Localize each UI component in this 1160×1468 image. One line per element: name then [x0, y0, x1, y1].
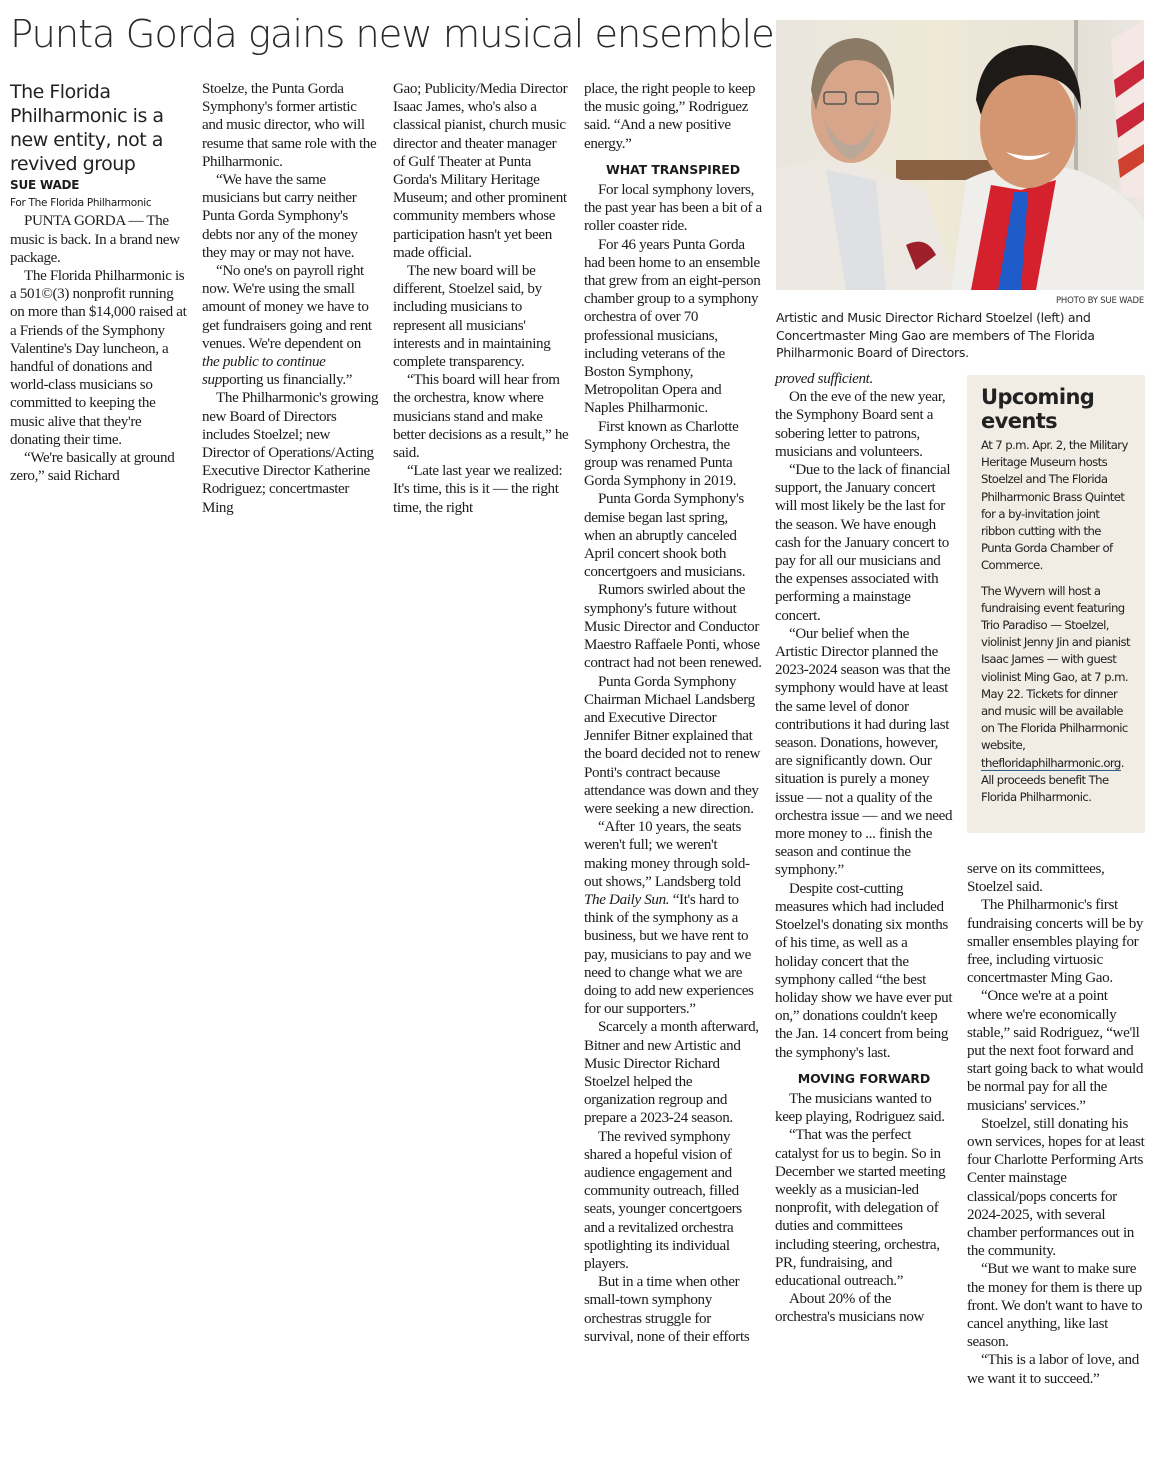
byline-affiliation: For The Florida Philharmonic [10, 197, 152, 210]
paragraph: Despite cost-cutting measures which had included Stoelzel's donating six months of his time, as well as a holiday concert that the symphony called “the best holiday show we have ever put on,” donations couldn't keep the Jan. 14 concert from being the symphony's last. [775, 880, 953, 1061]
paragraph: “Our belief when the Artistic Director planned the 2023-2024 season was that the symphony would have at least the same level of donor contributions it had during last season. Donations, however, are significantly down. Our situation is purely a money issue — not a quality of the orchestra issue — and we need more money to ... finish the season and continue the symphony.” [775, 625, 953, 879]
paragraph: The new board will be different, Stoelzel said, by including musicians to represent all musicians' interests and in maintaining complete transparency. [393, 263, 551, 371]
paragraph: “We're basically at ground zero,” said Richard [10, 450, 175, 485]
paragraph: “That was the perfect catalyst for us to begin. So in December we started meeting weekly as a musician-led nonprofit, with delegation of duties and committees including steering, orchestra, PR, fundraising, and educational outreach.” [775, 1127, 946, 1289]
paragraph: Punta Gorda Symphony's demise began last spring, when an abruptly canceled April concert shook both concertgoers and musicians. [584, 491, 746, 581]
paragraph-text: “After 10 years, the seats weren't full; we weren't making money through sold-out shows,” Landsberg told [584, 819, 750, 890]
paragraph: serve on its committees, Stoelzel said. [967, 861, 1105, 896]
subhead-moving-forward: MOVING FORWARD [797, 1070, 931, 1086]
paragraph: Punta Gorda Symphony Chairman Michael Landsberg and Executive Director Jennifer Bitner explained that the board decided not to renew Ponti's contract because attendance was down and they were seeking a new direction. [584, 673, 761, 817]
sidebar-title: Upcoming events [981, 385, 1095, 433]
publication-name: The Daily Sun. [584, 891, 670, 908]
photo-illustration [776, 20, 1144, 290]
paragraph: proved sufficient. [775, 371, 873, 387]
website-link[interactable]: thefloridaphilharmonic.org [981, 755, 1121, 770]
paragraph: place, the right people to keep the music going,” Rodriguez said. “And a new positive energy.” [584, 81, 756, 152]
paragraph: The Florida Philharmonic is a 501©(3) nonprofit running on more than $14,000 raised at a Friends of the Symphony Valentine's Day luncheon, a handful of donations and world-class musicians so committed to keeping the music alive that they're donating their time. [10, 268, 187, 448]
paragraph: About 20% of the orchestra's musicians now [775, 1291, 925, 1326]
byline-author: SUE WADE [10, 178, 80, 192]
paragraph: “Once we're at a point where we're economically stable,” said Rodriguez, “we'll put the next foot forward and start going back to what would be normal pay for all the musicians' services.” [967, 988, 1144, 1114]
paragraph [202, 262, 380, 389]
italic-text: the public to continue sup [202, 354, 326, 389]
headline: Punta Gorda gains new musical ensemble [10, 12, 774, 57]
paragraph [584, 818, 762, 1018]
paragraph-text: “No one's on payroll right now. We're using the small amount of money we have to get fundraisers going and rent venues. We're dependent on [202, 263, 372, 352]
paragraph: For local symphony lovers, the past year has been a bit of a roller coaster ride. [584, 182, 762, 235]
article-column-5 [775, 370, 953, 1327]
article-column-6 [967, 860, 1145, 1388]
paragraph: For 46 years Punta Gorda had been home to an ensemble that grew from an eight-person chamber group to a symphony orchestra of over 70 professional musicians, including veterans of the Boston Symphony, Metropolitan Opera and Naples Philharmonic. [584, 236, 761, 417]
article-column-3 [393, 80, 571, 517]
subhead-what-transpired: WHAT TRANSPIRED [606, 161, 740, 177]
paragraph: “We have the same musicians but carry neither Punta Gorda Symphony's debts nor any of the money they may or may not have. [202, 172, 358, 261]
paragraph: First known as Charlotte Symphony Orchestra, the group was renamed Punta Gorda Symphony in 2019. [584, 418, 739, 490]
paragraph: Scarcely a month afterward, Bitner and new Artistic and Music Director Richard Stoelzel helped the organization regroup and prepare a 2023-24 season. [584, 1019, 759, 1127]
event-text: The Wyvern will host a fundraising event featuring Trio Paradiso — Stoelzel, violinist Jenny Jin and pianist Isaac James — with guest violinist Ming Gao, at 7 p.m. May 22. Tickets for dinner and music will be available on The Florida Philharmonic website, [981, 583, 1131, 753]
deck-subtitle: The Florida Philharmonic is a new entity, not a revived group [10, 81, 164, 175]
event-item [981, 583, 1133, 807]
article-column-4 [584, 80, 762, 1346]
article-column-2 [202, 80, 380, 517]
paragraph: On the eve of the new year, the Symphony Board sent a sobering letter to patrons, musicians and volunteers. [775, 389, 946, 460]
paragraph: The Philharmonic's growing new Board of Directors includes Stoelzel; new Director of Operations/Acting Executive Director Katherine Rodriguez; concertmaster Ming [202, 390, 379, 516]
paragraph: “Due to the lack of financial support, the January concert will most likely be the last for the season. We have enough cash for the January concert to pay for all our musicians and the expenses associated with performing a mainstage concert. [775, 462, 951, 624]
paragraph: Stoelzel, still donating his own services, hopes for at least four Charlotte Performing Arts Center mainstage classical/pops concerts for 2024-2025, with several chamber performances out in the community. [967, 1115, 1145, 1260]
event-item: At 7 p.m. Apr. 2, the Military Heritage Museum hosts Stoelzel and The Florida Philharmonic Brass Quintet for a by-invitation joint ribbon cutting with the Punta Gorda Chamber of Commerce. [981, 438, 1128, 573]
article-column-1 [10, 80, 188, 485]
paragraph: PUNTA GORDA — The music is back. In a brand new package. [10, 213, 180, 266]
event-text: . All proceeds benefit The Florida Philharmonic. [981, 755, 1124, 805]
paragraph: But in a time when other small-town symphony orchestras struggle for survival, none of their efforts [584, 1274, 750, 1345]
paragraph: “This is a labor of love, and we want it to succeed.” [967, 1352, 1139, 1387]
paragraph: “This board will hear from the orchestra, know where musicians stand and make better decisions as a result,” he said. [393, 372, 569, 462]
paragraph: Gao; Publicity/Media Director Isaac James, who's also a classical pianist, church music director and theater manager of Gulf Theater at Punta Gorda's Military Heritage Museum; and other prominent community members whose participation hasn't yet been made official. [393, 81, 568, 261]
photo-credit: PHOTO BY SUE WADE [1055, 296, 1144, 306]
paragraph: Stoelze, the Punta Gorda Symphony's former artistic and music director, who will resume that same role with the Philharmonic. [202, 81, 377, 170]
paragraph: The musicians wanted to keep playing, Rodriguez said. [775, 1090, 945, 1126]
paragraph: “But we want to make sure the money for them is there up front. We don't want to have to cancel anything, like last season. [967, 1261, 1143, 1351]
paragraph: “Late last year we realized: It's time, this is it — the right time, the right [393, 463, 563, 516]
paragraph-text: “It's hard to think of the symphony as a business, but we have rent to pay, musicians to pay and we need to change what we are doing to add new experiences for our supporters.” [584, 891, 754, 1018]
upcoming-events-sidebar [967, 375, 1145, 833]
paragraph: The revived symphony shared a hopeful vision of audience engagement and community outreach, filled seats, younger concertgoers and a revitalized orchestra spotlighting its individual players. [584, 1128, 742, 1272]
paragraph-text: porting us financially.” [221, 372, 353, 389]
paragraph: Rumors swirled about the symphony's future without Music Director and Conductor Maestro Raffaele Ponti, whose contract had not been renewed. [584, 582, 762, 672]
photo-caption: Artistic and Music Director Richard Stoelzel (left) and Concertmaster Ming Gao are members of The Florida Philharmonic Board of Directors. [776, 310, 1095, 360]
photo-stoelzel-and-gao [776, 20, 1144, 290]
paragraph: The Philharmonic's first fundraising concerts will be by smaller ensembles playing for free, including virtuosic concertmaster Ming Gao. [967, 897, 1144, 987]
